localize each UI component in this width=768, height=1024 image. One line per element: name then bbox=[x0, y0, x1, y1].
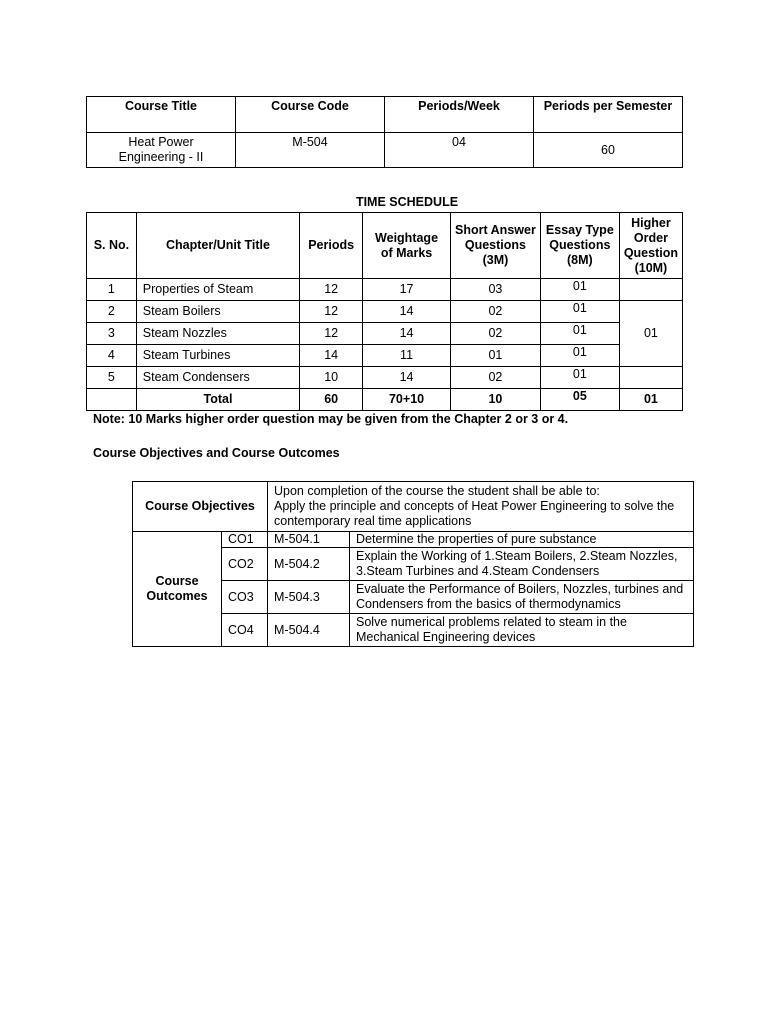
sno-cell: 3 bbox=[87, 323, 137, 345]
marks-cell: 14 bbox=[363, 367, 451, 389]
marks-cell: 14 bbox=[363, 323, 451, 345]
higher-order-merged-cell: 01 bbox=[619, 301, 682, 367]
periods-cell: 14 bbox=[300, 345, 363, 367]
course-info-row bbox=[87, 133, 683, 168]
co-label: CO2 bbox=[222, 548, 268, 581]
course-code-value: M-504 bbox=[236, 133, 385, 168]
header-higher-order: Higher Order Question (10M) bbox=[619, 213, 682, 279]
total-periods: 60 bbox=[300, 389, 363, 411]
higher-cell-empty bbox=[619, 367, 682, 389]
course-info-table bbox=[86, 96, 683, 168]
table-row bbox=[87, 367, 683, 389]
co-description: Evaluate the Performance of Boilers, Nozzles, turbines and Condensers from the basics of thermodynamics bbox=[350, 581, 694, 614]
co-label: CO3 bbox=[222, 581, 268, 614]
outcomes-table bbox=[132, 481, 694, 647]
header-periods-semester: Periods per Semester bbox=[534, 97, 683, 133]
schedule-header-row bbox=[87, 213, 683, 279]
co-code: M-504.3 bbox=[268, 581, 350, 614]
chapter-cell: Properties of Steam bbox=[136, 279, 299, 301]
short-cell: 02 bbox=[451, 367, 541, 389]
sno-cell: 5 bbox=[87, 367, 137, 389]
co-description: Explain the Working of 1.Steam Boilers, 2.Steam Nozzles, 3.Steam Turbines and 4.Steam Condensers bbox=[350, 548, 694, 581]
chapter-cell: Steam Boilers bbox=[136, 301, 299, 323]
objectives-label: Course Objectives bbox=[133, 482, 268, 532]
marks-cell: 14 bbox=[363, 301, 451, 323]
co-code: M-504.2 bbox=[268, 548, 350, 581]
co-label: CO1 bbox=[222, 532, 268, 548]
header-weightage: Weightage of Marks bbox=[363, 213, 451, 279]
periods-semester-value: 60 bbox=[534, 133, 683, 168]
essay-cell: 01 bbox=[540, 279, 619, 301]
periods-cell: 12 bbox=[300, 279, 363, 301]
co-label: CO4 bbox=[222, 614, 268, 647]
objectives-text bbox=[268, 482, 694, 532]
outcomes-label: Course Outcomes bbox=[133, 532, 222, 647]
objectives-heading: Course Objectives and Course Outcomes bbox=[93, 446, 340, 460]
objectives-text-line1: Upon completion of the course the student shall be able to: bbox=[274, 484, 600, 498]
chapter-cell: Steam Condensers bbox=[136, 367, 299, 389]
total-essay: 05 bbox=[540, 389, 619, 411]
sno-cell: 4 bbox=[87, 345, 137, 367]
objectives-row bbox=[133, 482, 694, 532]
course-title-value: Heat Power Engineering - II bbox=[87, 133, 236, 168]
time-schedule-table bbox=[86, 212, 683, 411]
short-cell: 03 bbox=[451, 279, 541, 301]
short-cell: 02 bbox=[451, 323, 541, 345]
header-chapter: Chapter/Unit Title bbox=[136, 213, 299, 279]
chapter-cell: Steam Nozzles bbox=[136, 323, 299, 345]
header-periods-week: Periods/Week bbox=[385, 97, 534, 133]
total-label: Total bbox=[136, 389, 299, 411]
total-short: 10 bbox=[451, 389, 541, 411]
co-description: Solve numerical problems related to steam in the Mechanical Engineering devices bbox=[350, 614, 694, 647]
header-sno: S. No. bbox=[87, 213, 137, 279]
total-marks: 70+10 bbox=[363, 389, 451, 411]
header-course-code: Course Code bbox=[236, 97, 385, 133]
periods-cell: 10 bbox=[300, 367, 363, 389]
periods-week-value: 04 bbox=[385, 133, 534, 168]
chapter-cell: Steam Turbines bbox=[136, 345, 299, 367]
periods-cell: 12 bbox=[300, 323, 363, 345]
co-code: M-504.1 bbox=[268, 532, 350, 548]
total-sno-empty bbox=[87, 389, 137, 411]
marks-cell: 11 bbox=[363, 345, 451, 367]
total-row bbox=[87, 389, 683, 411]
table-row bbox=[87, 279, 683, 301]
objectives-text-line2: Apply the principle and concepts of Heat Power Engineering to solve the contemporary real time applications bbox=[274, 499, 675, 528]
outcome-row bbox=[133, 532, 694, 548]
sno-cell: 2 bbox=[87, 301, 137, 323]
marks-cell: 17 bbox=[363, 279, 451, 301]
header-short-answer: Short Answer Questions (3M) bbox=[451, 213, 541, 279]
note-text: Note: 10 Marks higher order question may be given from the Chapter 2 or 3 or 4. bbox=[93, 412, 569, 426]
higher-cell-empty bbox=[619, 279, 682, 301]
header-periods: Periods bbox=[300, 213, 363, 279]
periods-cell: 12 bbox=[300, 301, 363, 323]
essay-cell: 01 bbox=[540, 345, 619, 367]
essay-cell: 01 bbox=[540, 323, 619, 345]
co-code: M-504.4 bbox=[268, 614, 350, 647]
table-row bbox=[87, 345, 683, 367]
time-schedule-title: TIME SCHEDULE bbox=[355, 195, 459, 209]
short-cell: 01 bbox=[451, 345, 541, 367]
header-essay: Essay Type Questions (8M) bbox=[540, 213, 619, 279]
header-course-title: Course Title bbox=[87, 97, 236, 133]
sno-cell: 1 bbox=[87, 279, 137, 301]
short-cell: 02 bbox=[451, 301, 541, 323]
co-description: Determine the properties of pure substance bbox=[350, 532, 694, 548]
essay-cell: 01 bbox=[540, 301, 619, 323]
table-row bbox=[87, 301, 683, 323]
course-info-header-row bbox=[87, 97, 683, 133]
total-higher: 01 bbox=[619, 389, 682, 411]
essay-cell: 01 bbox=[540, 367, 619, 389]
table-row bbox=[87, 323, 683, 345]
